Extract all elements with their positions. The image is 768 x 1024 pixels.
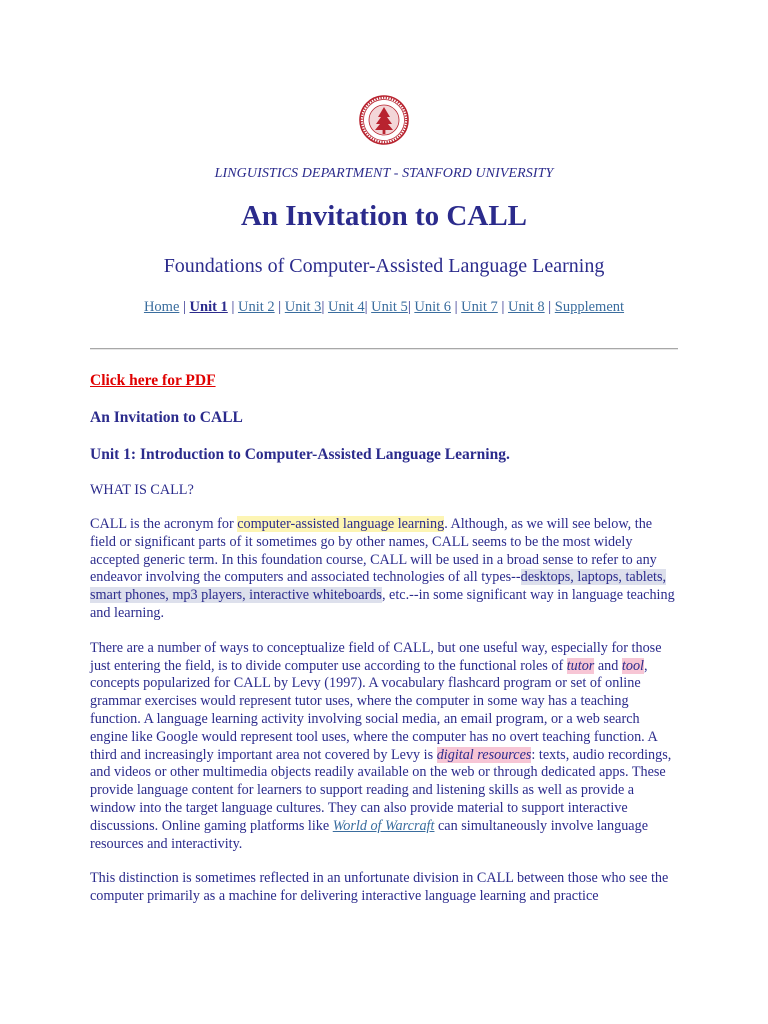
nav-home-link[interactable]: Home bbox=[143, 299, 180, 315]
department-label: LINGUISTICS DEPARTMENT - STANFORD UNIVERSITY bbox=[214, 166, 554, 181]
nav-unit5-link[interactable]: Unit 5 bbox=[371, 299, 408, 315]
nav-unit7-link[interactable]: Unit 7 bbox=[461, 299, 498, 315]
nav-separator: | bbox=[497, 299, 508, 315]
page-subtitle: Foundations of Computer-Assisted Language Learning bbox=[163, 255, 605, 277]
text-run: , etc.--in some significant way in language teaching and learning. bbox=[90, 587, 675, 621]
nav-supplement-link[interactable]: Supplement bbox=[554, 299, 625, 315]
text-run: There are a number of ways to conceptualize field of CALL, but one useful way, especially for those just entering the field, is to divide computer use according to the functional roles of bbox=[90, 639, 662, 674]
nav-separator: | bbox=[364, 299, 372, 315]
highlight-tutor: tutor bbox=[566, 657, 595, 674]
text-run: can simultaneously involve language resources and interactivity. bbox=[90, 817, 648, 852]
text-run: CALL is the acronym for bbox=[90, 516, 238, 532]
nav-separator: | bbox=[321, 299, 328, 315]
text-run: , concepts popularized for CALL by Levy (1997). A vocabulary flashcard program or set of online grammar exercises would represent tutor uses, where the computer in some way has a teaching function. A language learning activity involving social media, an email program, or a web search engine like Google would represent tool uses, where the computer has no overt teaching function. A third and increasingly important area not covered by Levy is bbox=[90, 657, 657, 763]
nav-separator: | bbox=[274, 299, 285, 315]
nav-separator: | bbox=[407, 299, 415, 315]
stanford-seal-icon bbox=[359, 95, 409, 145]
text-run: . Although, as we will see below, the field or significant parts of it sometimes go by other names, CALL seems to be the most widely accepted generic term. In this foundation course, CALL will be used in a broad sense to refer to any endeavor involving the computers and associated technologies of all types-- bbox=[90, 516, 657, 586]
paragraph-1 bbox=[90, 516, 680, 623]
pdf-download-link[interactable]: Click here for PDF bbox=[90, 372, 216, 389]
unit-heading: Unit 1: Introduction to Computer-Assisted Language Learning. bbox=[90, 446, 510, 463]
highlight-gray: desktops, laptops, tablets, smart phones, mp3 players, interactive whiteboards bbox=[90, 569, 667, 604]
highlight-digital-resources: digital resources bbox=[436, 746, 532, 763]
unit-navigation bbox=[0, 299, 768, 316]
nav-unit2-link[interactable]: Unit 2 bbox=[237, 299, 275, 315]
horizontal-divider bbox=[90, 348, 678, 350]
nav-separator: | bbox=[227, 299, 238, 315]
paragraph-3: This distinction is sometimes reflected in an unfortunate division in CALL between those who see the computer primarily as a machine for delivering interactive language learning and practice bbox=[90, 870, 669, 905]
nav-unit4-link[interactable]: Unit 4 bbox=[327, 299, 365, 315]
text-run: : texts, audio recordings, and videos or other multimedia objects readily available on the web or through dedicated apps. These provide language content for learners to support reading and listening skills as well as provide a window into the target language cultures. They can also provide material to support interactive discussions. Online gaming platforms like bbox=[90, 746, 672, 834]
nav-unit8-link[interactable]: Unit 8 bbox=[507, 299, 545, 315]
world-of-warcraft-link[interactable]: World of Warcraft bbox=[332, 817, 435, 834]
paragraph-2 bbox=[90, 640, 680, 854]
nav-unit3-link[interactable]: Unit 3 bbox=[284, 299, 322, 315]
section-heading: An Invitation to CALL bbox=[90, 409, 243, 426]
text-run: and bbox=[594, 657, 622, 674]
nav-separator: | bbox=[179, 299, 190, 315]
main-content bbox=[90, 372, 680, 906]
what-is-call-heading: WHAT IS CALL? bbox=[90, 482, 194, 498]
page-title: An Invitation to CALL bbox=[240, 200, 528, 232]
highlight-yellow: computer-assisted language learning bbox=[237, 516, 445, 532]
highlight-tool: tool bbox=[621, 657, 644, 674]
nav-separator: | bbox=[451, 299, 462, 315]
nav-separator: | bbox=[544, 299, 555, 315]
nav-unit1-link[interactable]: Unit 1 bbox=[189, 299, 228, 315]
nav-unit6-link[interactable]: Unit 6 bbox=[414, 299, 451, 315]
